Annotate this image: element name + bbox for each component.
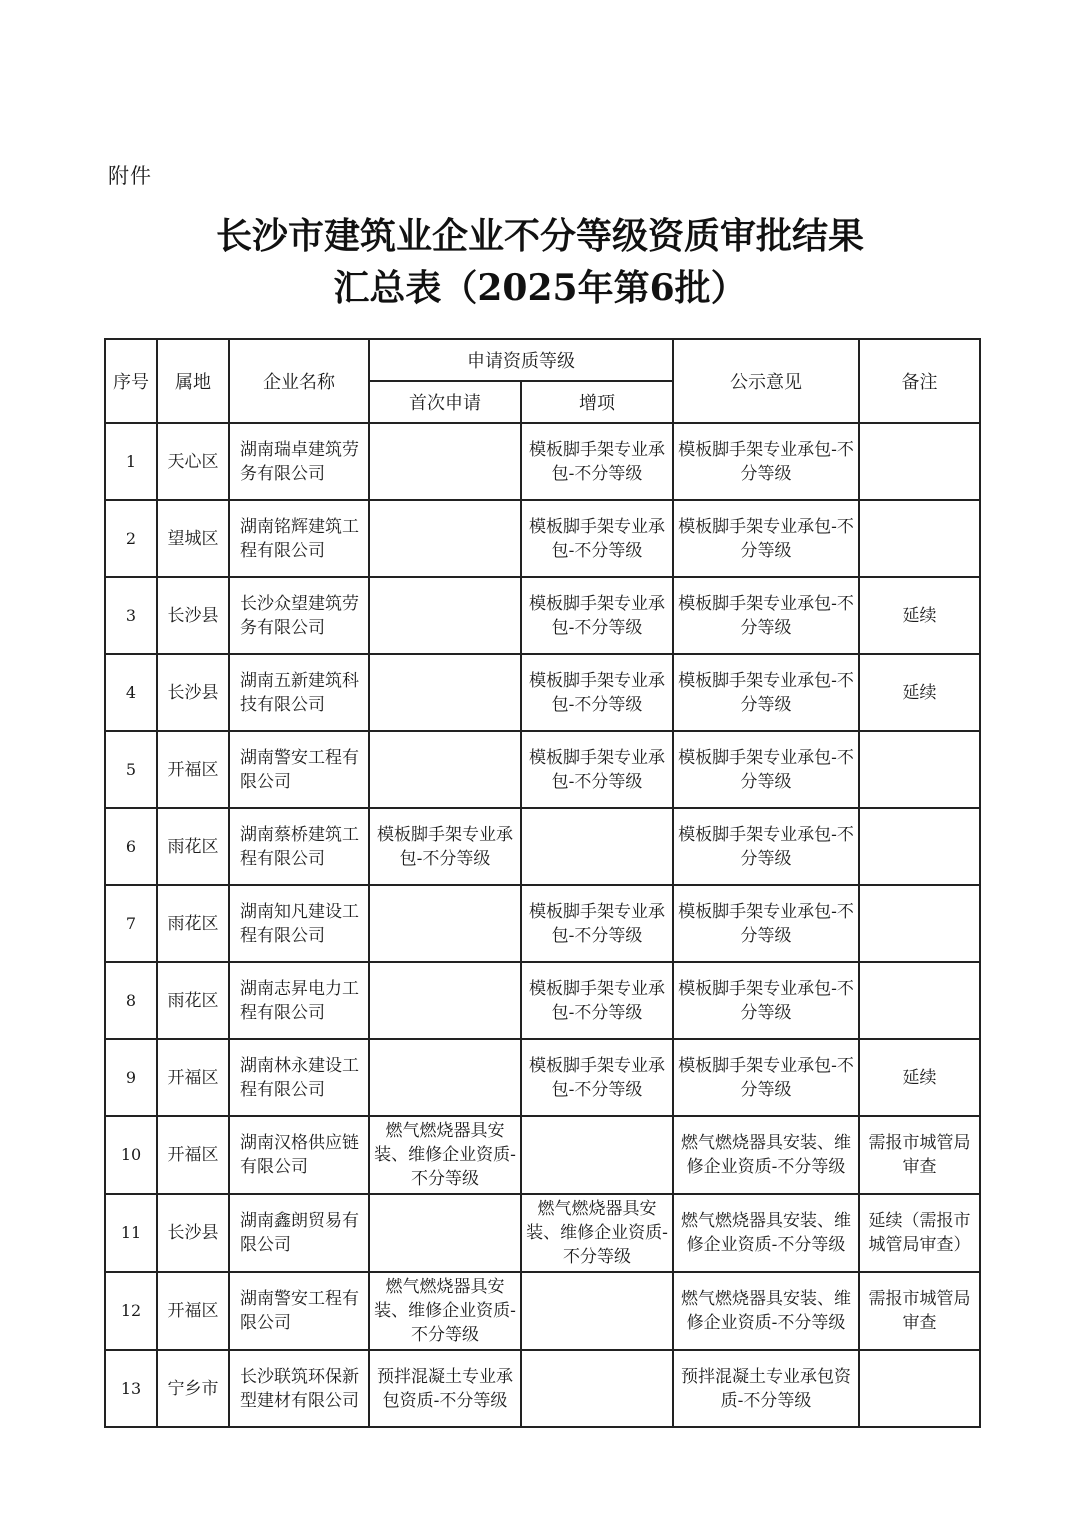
table-row <box>105 962 980 1039</box>
cell-addition: 模板脚手架专业承包-不分等级 <box>521 423 673 500</box>
cell-seq: 1 <box>105 423 157 500</box>
cell-addition: 模板脚手架专业承包-不分等级 <box>521 885 673 962</box>
cell-region: 长沙县 <box>157 654 229 731</box>
cell-remark: 延续 <box>859 1039 980 1116</box>
cell-seq: 4 <box>105 654 157 731</box>
cell-seq: 2 <box>105 500 157 577</box>
cell-company: 湖南五新建筑科技有限公司 <box>229 654 369 731</box>
cell-first-apply: 燃气燃烧器具安装、维修企业资质-不分等级 <box>369 1272 521 1350</box>
cell-remark: 延续 <box>859 654 980 731</box>
cell-addition: 燃气燃烧器具安装、维修企业资质-不分等级 <box>521 1194 673 1272</box>
header-company: 企业名称 <box>229 339 369 423</box>
table-row <box>105 577 980 654</box>
table-row <box>105 1272 980 1350</box>
cell-remark <box>859 885 980 962</box>
cell-first-apply: 预拌混凝土专业承包资质-不分等级 <box>369 1350 521 1427</box>
cell-company: 湖南汉格供应链有限公司 <box>229 1116 369 1194</box>
cell-addition: 模板脚手架专业承包-不分等级 <box>521 577 673 654</box>
cell-first-apply: 燃气燃烧器具安装、维修企业资质-不分等级 <box>369 1116 521 1194</box>
cell-remark <box>859 1350 980 1427</box>
cell-region: 天心区 <box>157 423 229 500</box>
cell-seq: 7 <box>105 885 157 962</box>
cell-seq: 3 <box>105 577 157 654</box>
cell-addition: 模板脚手架专业承包-不分等级 <box>521 962 673 1039</box>
header-addition: 增项 <box>521 381 673 423</box>
cell-opinion: 模板脚手架专业承包-不分等级 <box>673 962 859 1039</box>
document-title-line-1: 长沙市建筑业企业不分等级资质审批结果 <box>215 215 864 257</box>
cell-opinion: 模板脚手架专业承包-不分等级 <box>673 731 859 808</box>
cell-first-apply <box>369 577 521 654</box>
cell-region: 雨花区 <box>157 962 229 1039</box>
cell-opinion: 模板脚手架专业承包-不分等级 <box>673 1039 859 1116</box>
table-row <box>105 1350 980 1427</box>
cell-addition: 模板脚手架专业承包-不分等级 <box>521 731 673 808</box>
cell-seq: 9 <box>105 1039 157 1116</box>
table-body <box>105 423 980 1427</box>
cell-seq: 8 <box>105 962 157 1039</box>
table-row <box>105 731 980 808</box>
cell-addition <box>521 1116 673 1194</box>
cell-region: 开福区 <box>157 731 229 808</box>
cell-addition <box>521 808 673 885</box>
cell-region: 开福区 <box>157 1116 229 1194</box>
cell-company: 湖南警安工程有限公司 <box>229 731 369 808</box>
header-first-apply: 首次申请 <box>369 381 521 423</box>
cell-addition: 模板脚手架专业承包-不分等级 <box>521 1039 673 1116</box>
cell-opinion: 模板脚手架专业承包-不分等级 <box>673 885 859 962</box>
cell-remark <box>859 808 980 885</box>
cell-opinion: 模板脚手架专业承包-不分等级 <box>673 423 859 500</box>
cell-region: 开福区 <box>157 1039 229 1116</box>
table-row <box>105 1194 980 1272</box>
cell-remark: 延续（需报市城管局审查） <box>859 1194 980 1272</box>
cell-region: 雨花区 <box>157 808 229 885</box>
cell-region: 长沙县 <box>157 577 229 654</box>
cell-opinion: 模板脚手架专业承包-不分等级 <box>673 577 859 654</box>
approval-results-table <box>104 338 981 1428</box>
cell-remark: 延续 <box>859 577 980 654</box>
cell-seq: 11 <box>105 1194 157 1272</box>
cell-opinion: 燃气燃烧器具安装、维修企业资质-不分等级 <box>673 1116 859 1194</box>
cell-opinion: 燃气燃烧器具安装、维修企业资质-不分等级 <box>673 1272 859 1350</box>
cell-company: 湖南鑫朗贸易有限公司 <box>229 1194 369 1272</box>
table-row <box>105 1116 980 1194</box>
attachment-label: 附件 <box>108 164 152 188</box>
cell-seq: 5 <box>105 731 157 808</box>
cell-opinion: 模板脚手架专业承包-不分等级 <box>673 654 859 731</box>
cell-opinion: 燃气燃烧器具安装、维修企业资质-不分等级 <box>673 1194 859 1272</box>
header-seq: 序号 <box>105 339 157 423</box>
cell-first-apply <box>369 1194 521 1272</box>
cell-company: 湖南志昇电力工程有限公司 <box>229 962 369 1039</box>
cell-seq: 13 <box>105 1350 157 1427</box>
cell-company: 湖南林永建设工程有限公司 <box>229 1039 369 1116</box>
cell-company: 湖南知凡建设工程有限公司 <box>229 885 369 962</box>
table-row <box>105 654 980 731</box>
cell-remark: 需报市城管局审查 <box>859 1272 980 1350</box>
cell-company: 长沙联筑环保新型建材有限公司 <box>229 1350 369 1427</box>
cell-remark <box>859 423 980 500</box>
cell-company: 长沙众望建筑劳务有限公司 <box>229 577 369 654</box>
cell-remark <box>859 962 980 1039</box>
cell-remark <box>859 731 980 808</box>
header-remark: 备注 <box>859 339 980 423</box>
header-opinion: 公示意见 <box>673 339 859 423</box>
cell-opinion: 模板脚手架专业承包-不分等级 <box>673 808 859 885</box>
cell-first-apply <box>369 885 521 962</box>
cell-addition: 模板脚手架专业承包-不分等级 <box>521 654 673 731</box>
table-row <box>105 1039 980 1116</box>
cell-first-apply <box>369 423 521 500</box>
cell-first-apply <box>369 731 521 808</box>
cell-company: 湖南瑞卓建筑劳务有限公司 <box>229 423 369 500</box>
cell-company: 湖南警安工程有限公司 <box>229 1272 369 1350</box>
cell-region: 长沙县 <box>157 1194 229 1272</box>
cell-seq: 12 <box>105 1272 157 1350</box>
cell-region: 望城区 <box>157 500 229 577</box>
cell-first-apply <box>369 500 521 577</box>
header-apply-group: 申请资质等级 <box>369 339 673 381</box>
cell-addition <box>521 1272 673 1350</box>
cell-company: 湖南铭辉建筑工程有限公司 <box>229 500 369 577</box>
document-title-line-2: 汇总表（2025年第6批） <box>333 267 747 309</box>
cell-first-apply <box>369 962 521 1039</box>
cell-addition <box>521 1350 673 1427</box>
cell-remark: 需报市城管局审查 <box>859 1116 980 1194</box>
cell-seq: 10 <box>105 1116 157 1194</box>
cell-seq: 6 <box>105 808 157 885</box>
cell-first-apply: 模板脚手架专业承包-不分等级 <box>369 808 521 885</box>
table-row <box>105 808 980 885</box>
table-row <box>105 423 980 500</box>
header-region: 属地 <box>157 339 229 423</box>
cell-company: 湖南蔡桥建筑工程有限公司 <box>229 808 369 885</box>
cell-first-apply <box>369 654 521 731</box>
cell-first-apply <box>369 1039 521 1116</box>
table-row <box>105 885 980 962</box>
cell-region: 开福区 <box>157 1272 229 1350</box>
cell-region: 雨花区 <box>157 885 229 962</box>
cell-remark <box>859 500 980 577</box>
cell-addition: 模板脚手架专业承包-不分等级 <box>521 500 673 577</box>
cell-opinion: 模板脚手架专业承包-不分等级 <box>673 500 859 577</box>
cell-opinion: 预拌混凝土专业承包资质-不分等级 <box>673 1350 859 1427</box>
table-row <box>105 500 980 577</box>
cell-region: 宁乡市 <box>157 1350 229 1427</box>
